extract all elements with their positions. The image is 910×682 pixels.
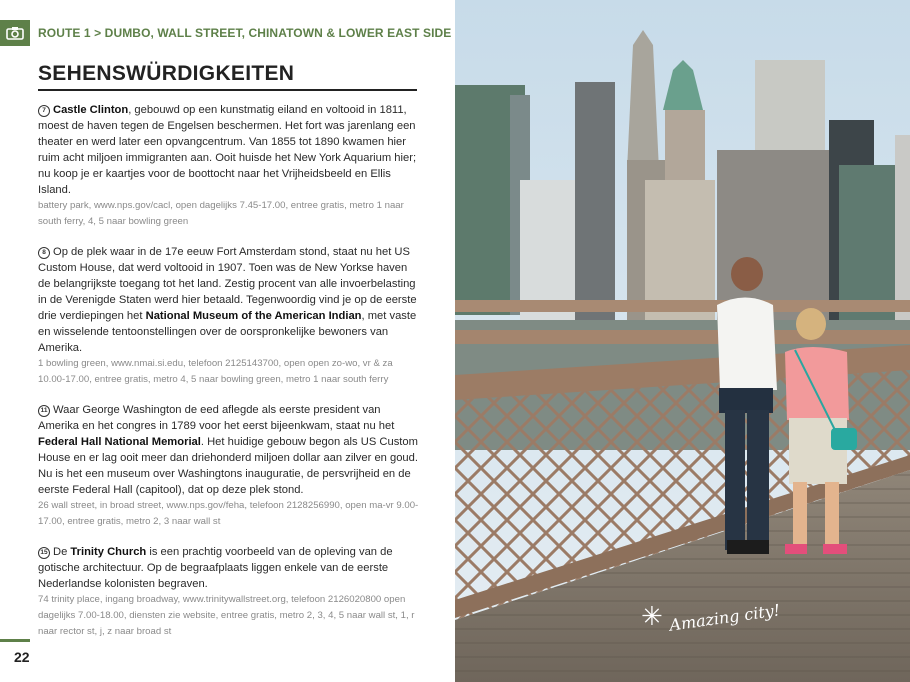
section-title: SEHENSWÜRDIGKEITEN xyxy=(38,62,295,85)
camera-icon xyxy=(0,20,30,46)
entry-number: 11 xyxy=(38,405,50,417)
entry-castle-clinton xyxy=(38,102,420,230)
entry-info: 74 trinity place, ingang broadway, www.trinitywallstreet.org, telefoon 2126020800 open dagelijks 7.00-18.00, diensten zie website, entree gratis, metro 2, 3, 4, 5 naar wall st, 1, r naar rector st, j, z naar broad st xyxy=(38,594,415,637)
entry-number: 15 xyxy=(38,547,50,559)
photo-page xyxy=(455,0,910,682)
entry-trinity-church xyxy=(38,544,420,640)
brooklyn-bridge-photo xyxy=(455,0,910,682)
entry-info: 26 wall street, in broad street, www.nps.gov/feha, telefoon 2128256990, open ma-vr 9.00-17.00, entree gratis, metro 2, 3 naar wall st xyxy=(38,500,419,527)
route-breadcrumb: ROUTE 1 > DUMBO, WALL STREET, CHINATOWN & LOWER EAST SIDE xyxy=(38,26,452,40)
entry-info: 1 bowling green, www.nmai.si.edu, telefoon 2125143700, open open zo-wo, vr & za 10.00-17.00, entree gratis, metro 4, 5 naar bowling green, metro 1 naar south ferry xyxy=(38,358,393,385)
entry-museum-american-indian xyxy=(38,244,420,388)
entry-name: Trinity Church xyxy=(70,546,147,558)
entry-text: 15 De Trinity Church is een prachtig voorbeeld van de opleving van de gotische architectuur. Op de begraafplaats liggen enkele van de eerste Nederlandse kolonisten begraven. xyxy=(38,546,393,590)
page-number-bar xyxy=(0,639,30,642)
entry-name: Federal Hall National Memorial xyxy=(38,436,201,448)
entry-text: 8 Op de plek waar in de 17e eeuw Fort Amsterdam stond, staat nu het US Custom House, dat werd voltooid in 1907. Toen was de New Yorkse haven de belangrijkste toegang tot het land. Zestig procent van alle invoerbelasting in de Verenigde Staten werd hier betaald. Tegenwoordig vind je op de eerste drie verdiepingen het National Museum of the American Indian, met vaste en wisselende tentoonstellingen over de oorspronkelijke bewoners van Amerika. xyxy=(38,246,417,354)
entry-number: 8 xyxy=(38,247,50,259)
entry-text: 11 Waar George Washington de eed aflegde als eerste president van Amerika en het congres in 1789 voor het eerst bijeenkwam, staat nu het Federal Hall National Memorial. Het huidige gebouw begon als US Custom House en er lag ooit meer dan driehonderd miljoen dollar aan zilver en goud. Nu is het een museum over Washingtons inauguratie, de persvrijheid en de eerste Federal Hall (capitool), dat op deze plek stond. xyxy=(38,404,418,496)
photo-caption-group xyxy=(641,599,781,635)
entry-number: 7 xyxy=(38,105,50,117)
entries-list xyxy=(38,102,420,654)
entry-text: 7 Castle Clinton, gebouwd op een kunstmatig eiland en voltooid in 1811, moest de haven tegen de Engelsen beschermen. Het fort was jarenlang een theater en werd later een opvangcentrum. Van 1855 tot 1890 kwamen hier ruim acht miljoen immigranten aan. Ooit huisde het New York Aquarium hier; nu koop je er kaartjes voor de boottocht naar het Vrijheidsbeeld en Ellis Island. xyxy=(38,104,417,196)
page-number: 22 xyxy=(14,649,30,665)
entry-federal-hall xyxy=(38,402,420,530)
asterisk-star-icon: ✳ xyxy=(641,602,663,632)
title-divider xyxy=(38,89,417,91)
entry-name: Castle Clinton xyxy=(53,104,129,116)
photo-caption: Amazing city! xyxy=(668,599,781,635)
entry-name: National Museum of the American Indian xyxy=(145,310,362,322)
entry-info: battery park, www.nps.gov/cacl, open dagelijks 7.45-17.00, entree gratis, metro 1 naar south ferry, 4, 5 naar bowling green xyxy=(38,200,404,227)
